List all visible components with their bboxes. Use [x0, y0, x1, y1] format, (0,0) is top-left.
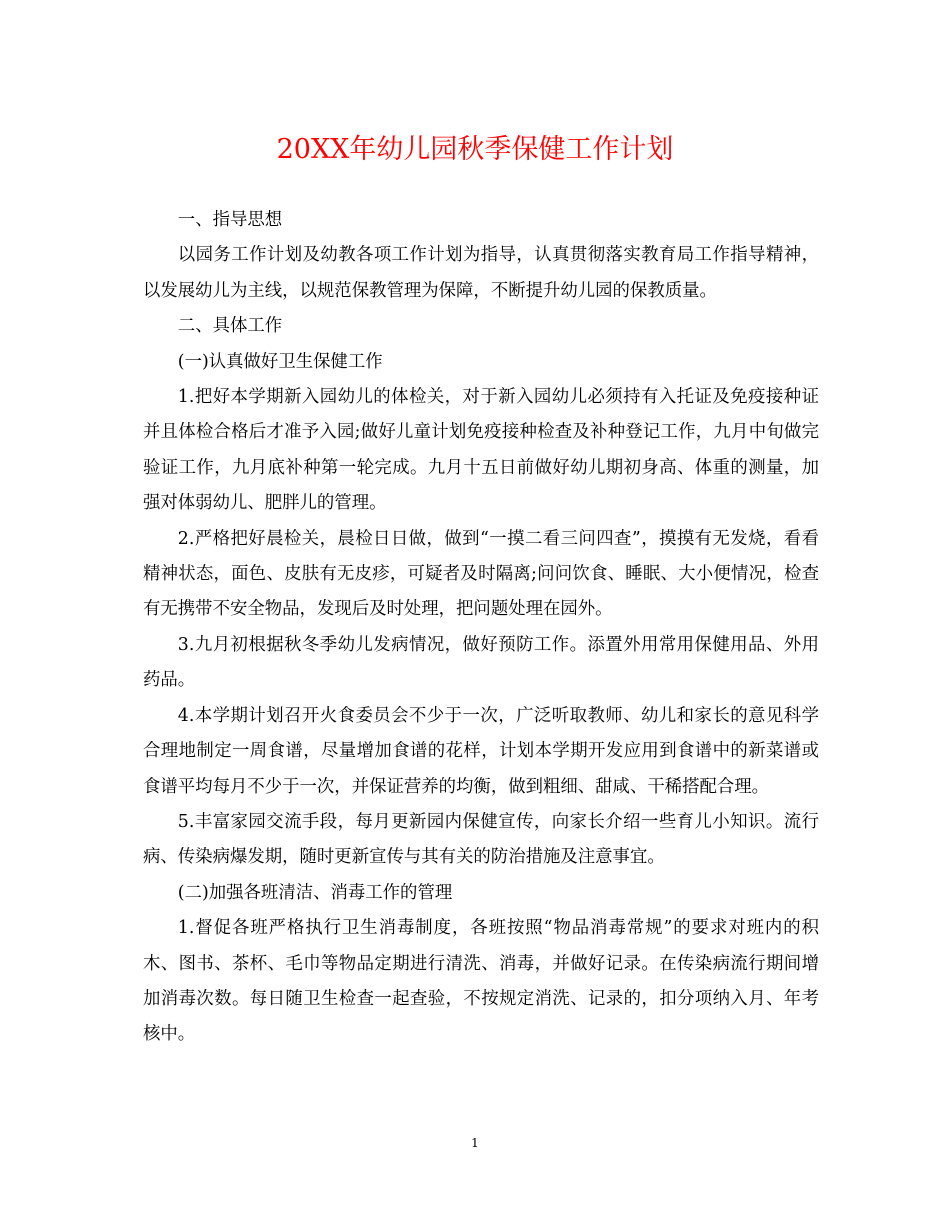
page-number: 1	[471, 1136, 479, 1150]
paragraph-item-1: 1.把好本学期新入园幼儿的体检关，对于新入园幼儿必须持有入托证及免疫接种证并且体检合格后才准予入园;做好儿童计划免疫接种检查及补种登记工作，九月中旬做完验证工作，九月底补种第一轮完成。九月十五日前做好幼儿期初身高、体重的测量，加强对体弱幼儿、肥胖儿的管理。	[143, 387, 819, 514]
document-title: 20XX年幼儿园秋季保健工作计划	[276, 134, 674, 165]
paragraph-item-3: 3.九月初根据秋冬季幼儿发病情况，做好预防工作。添置外用常用保健用品、外用药品。	[143, 634, 819, 691]
paragraph-item-2: 2.严格把好晨检关，晨检日日做，做到“一摸二看三问四查”，摸摸有无发烧，看看精神状态，面色、皮肤有无皮疹，可疑者及时隔离;问问饮食、睡眠、大小便情况，检查有无携带不安全物品，发现后及时处理，把问题处理在园外。	[143, 528, 819, 620]
paragraph-cleaning-item-1: 1.督促各班严格执行卫生消毒制度，各班按照“物品消毒常规”的要求对班内的积木、图书、茶杯、毛巾等物品定期进行清洗、消毒，并做好记录。在传染病流行期间增加消毒次数。每日随卫生检查一起查验，不按规定消洗、记录的，扣分项纳入月、年考核中。	[143, 918, 819, 1045]
paragraph-item-5: 5.丰富家园交流手段，每月更新园内保健宣传，向家长介绍一些育儿小知识。流行病、传染病爆发期，随时更新宣传与其有关的防治措施及注意事宜。	[143, 811, 819, 868]
paragraph-guiding-ideology: 以园务工作计划及幼教各项工作计划为指导，认真贯彻落实教育局工作指导精神，以发展幼儿为主线，以规范保教管理为保障，不断提升幼儿园的保教质量。	[143, 245, 819, 301]
paragraph-item-4: 4.本学期计划召开火食委员会不少于一次，广泛听取教师、幼儿和家长的意见科学合理地制定一周食谱，尽量增加食谱的花样，计划本学期开发应用到食谱中的新菜谱或食谱平均每月不少于一次，并保证营养的均衡，做到粗细、甜咸、干稀搭配合理。	[143, 705, 819, 797]
document-body	[143, 203, 819, 1053]
subsection-heading-health-care: (一)认真做好卫生保健工作	[177, 351, 383, 372]
section-heading-guiding-ideology: 一、指导思想	[177, 210, 283, 230]
subsection-heading-cleaning-disinfection: (二)加强各班清洁、消毒工作的管理	[177, 882, 453, 903]
section-heading-specific-work: 二、具体工作	[177, 316, 283, 337]
